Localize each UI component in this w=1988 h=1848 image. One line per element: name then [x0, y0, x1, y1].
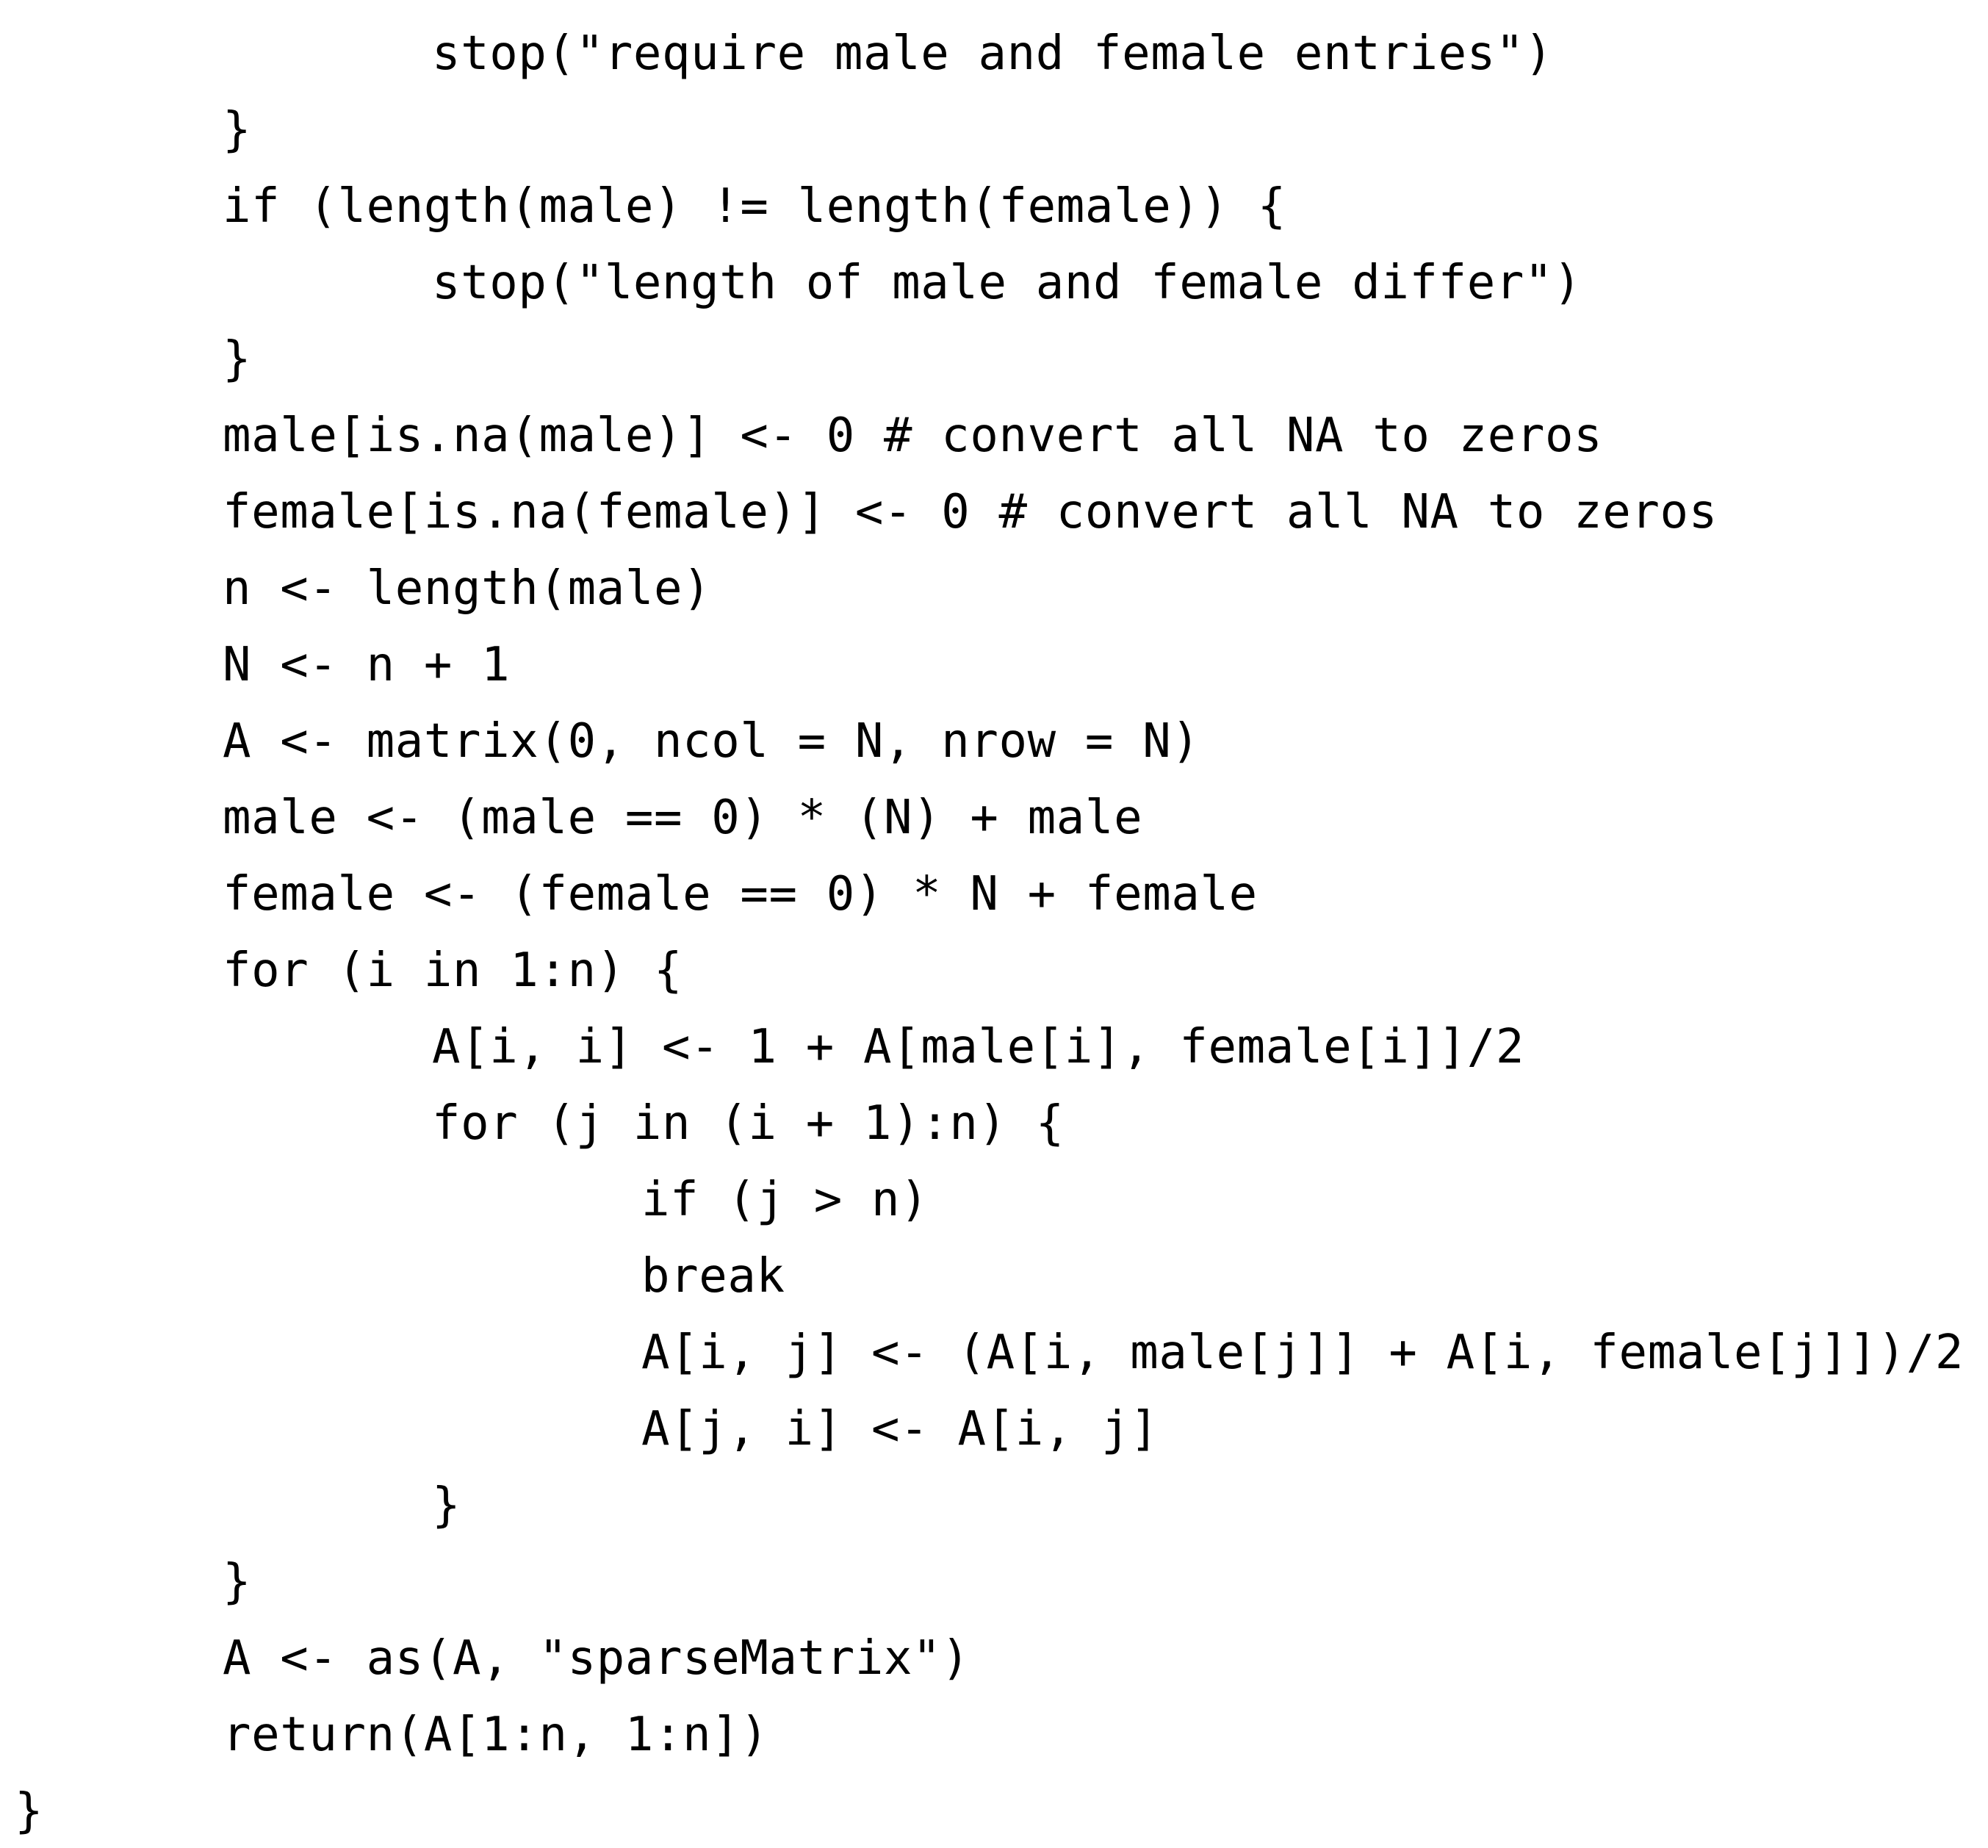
code-line: for (i in 1:n) { — [223, 943, 683, 998]
code-line: } — [15, 1784, 44, 1838]
code-line: } — [223, 1555, 252, 1609]
code-line: female[is.na(female)] <- 0 # convert all NA to zeros — [223, 485, 1718, 539]
code-line: stop("require male and female entries") — [432, 26, 1554, 81]
code-line: if (length(male) != length(female)) { — [223, 179, 1286, 234]
code-line: for (j in (i + 1):n) { — [432, 1096, 1065, 1151]
code-line: if (j > n) — [641, 1173, 929, 1227]
code-line: } — [432, 1478, 461, 1533]
code-line: return(A[1:n, 1:n]) — [223, 1708, 769, 1762]
code-line: male[is.na(male)] <- 0 # convert all NA to zeros — [223, 409, 1603, 463]
code-line: break — [641, 1249, 785, 1304]
code-line: A[i, j] <- (A[i, male[j]] + A[i, female[j]])/2 — [641, 1326, 1964, 1380]
code-line: n <- length(male) — [223, 561, 712, 616]
code-line: A[i, i] <- 1 + A[male[i], female[i]]/2 — [432, 1020, 1524, 1074]
code-line: A <- as(A, "sparseMatrix") — [223, 1631, 970, 1686]
code-line: stop("length of male and female differ") — [432, 256, 1582, 310]
code-line: } — [223, 332, 252, 387]
code-line: } — [223, 103, 252, 157]
code-line: male <- (male == 0) * (N) + male — [223, 791, 1143, 845]
code-line: A <- matrix(0, ncol = N, nrow = N) — [223, 714, 1200, 769]
code-line: female <- (female == 0) * N + female — [223, 867, 1258, 921]
code-line: N <- n + 1 — [223, 638, 511, 692]
code-line: A[j, i] <- A[i, j] — [641, 1402, 1159, 1456]
